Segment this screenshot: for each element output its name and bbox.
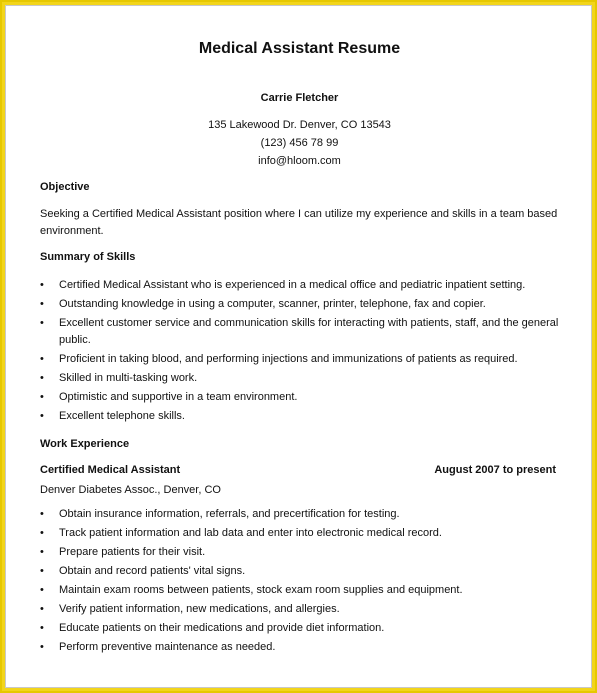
candidate-name: Carrie Fletcher	[260, 92, 339, 104]
bullet-icon: •	[40, 508, 44, 520]
bullet-icon: •	[40, 391, 44, 403]
skills-list	[40, 277, 560, 427]
skill-item	[40, 277, 560, 294]
skill-item	[40, 408, 560, 425]
skill-item-text: Optimistic and supportive in a team environment.	[59, 391, 298, 403]
skill-item	[40, 370, 560, 387]
duty-item	[40, 506, 560, 523]
duty-item	[40, 620, 560, 637]
duty-item-text: Educate patients on their medications and provide diet information.	[59, 622, 385, 634]
bullet-icon: •	[40, 584, 44, 596]
resume-title: Medical Assistant Resume	[198, 40, 401, 57]
duty-item	[40, 639, 560, 656]
skill-item-text: Skilled in multi-tasking work.	[59, 372, 198, 384]
skill-item-text: Proficient in taking blood, and performing injections and immunizations of patients as required.	[59, 353, 518, 365]
bullet-icon: •	[40, 353, 44, 365]
skill-item-text: Outstanding knowledge in using a computer, scanner, printer, telephone, fax and copier.	[59, 298, 486, 310]
duty-item	[40, 525, 560, 542]
job-title: Certified Medical Assistant	[40, 464, 181, 476]
job-dates: August 2007 to present	[434, 464, 556, 476]
skill-item-text: Certified Medical Assistant who is experienced in a medical office and pediatric inpatient setting.	[59, 279, 526, 291]
skill-item-text: Excellent customer service and communication skills for interacting with patients, staff, and the general public.	[59, 317, 559, 346]
skill-item	[40, 296, 560, 313]
employer: Denver Diabetes Assoc., Denver, CO	[40, 484, 221, 496]
duty-item-text: Obtain and record patients' vital signs.	[59, 565, 246, 577]
bullet-icon: •	[40, 641, 44, 653]
bullet-icon: •	[40, 372, 44, 384]
duty-item	[40, 563, 560, 580]
candidate-email: info@hloom.com	[258, 155, 341, 167]
skill-item-text: Excellent telephone skills.	[59, 410, 185, 422]
bullet-icon: •	[40, 279, 44, 291]
skill-item	[40, 389, 560, 406]
skill-item	[40, 351, 560, 368]
bullet-icon: •	[40, 298, 44, 310]
duties-list	[40, 506, 560, 658]
bullet-icon: •	[40, 527, 44, 539]
bullet-icon: •	[40, 546, 44, 558]
duty-item-text: Perform preventive maintenance as needed.	[59, 641, 276, 653]
bullet-icon: •	[40, 410, 44, 422]
skill-item	[40, 315, 560, 349]
candidate-phone: (123) 456 78 99	[260, 137, 339, 149]
objective-heading: Objective	[40, 181, 90, 193]
duty-item	[40, 582, 560, 599]
resume-page	[5, 5, 592, 688]
duty-item-text: Obtain insurance information, referrals, and precertification for testing.	[59, 508, 400, 520]
candidate-address: 135 Lakewood Dr. Denver, CO 13543	[208, 119, 391, 131]
bullet-icon: •	[40, 565, 44, 577]
duty-item-text: Maintain exam rooms between patients, stock exam room supplies and equipment.	[59, 584, 463, 596]
duty-item	[40, 601, 560, 618]
skills-heading: Summary of Skills	[40, 251, 136, 263]
duty-item-text: Prepare patients for their visit.	[59, 546, 206, 558]
duty-item-text: Verify patient information, new medications, and allergies.	[59, 603, 340, 615]
bullet-icon: •	[40, 317, 44, 329]
bullet-icon: •	[40, 603, 44, 615]
duty-item-text: Track patient information and lab data and enter into electronic medical record.	[59, 527, 442, 539]
duty-item	[40, 544, 560, 561]
objective-text: Seeking a Certified Medical Assistant position where I can utilize my experience and skills in a team based environment.	[40, 208, 558, 237]
experience-heading: Work Experience	[40, 438, 130, 450]
bullet-icon: •	[40, 622, 44, 634]
